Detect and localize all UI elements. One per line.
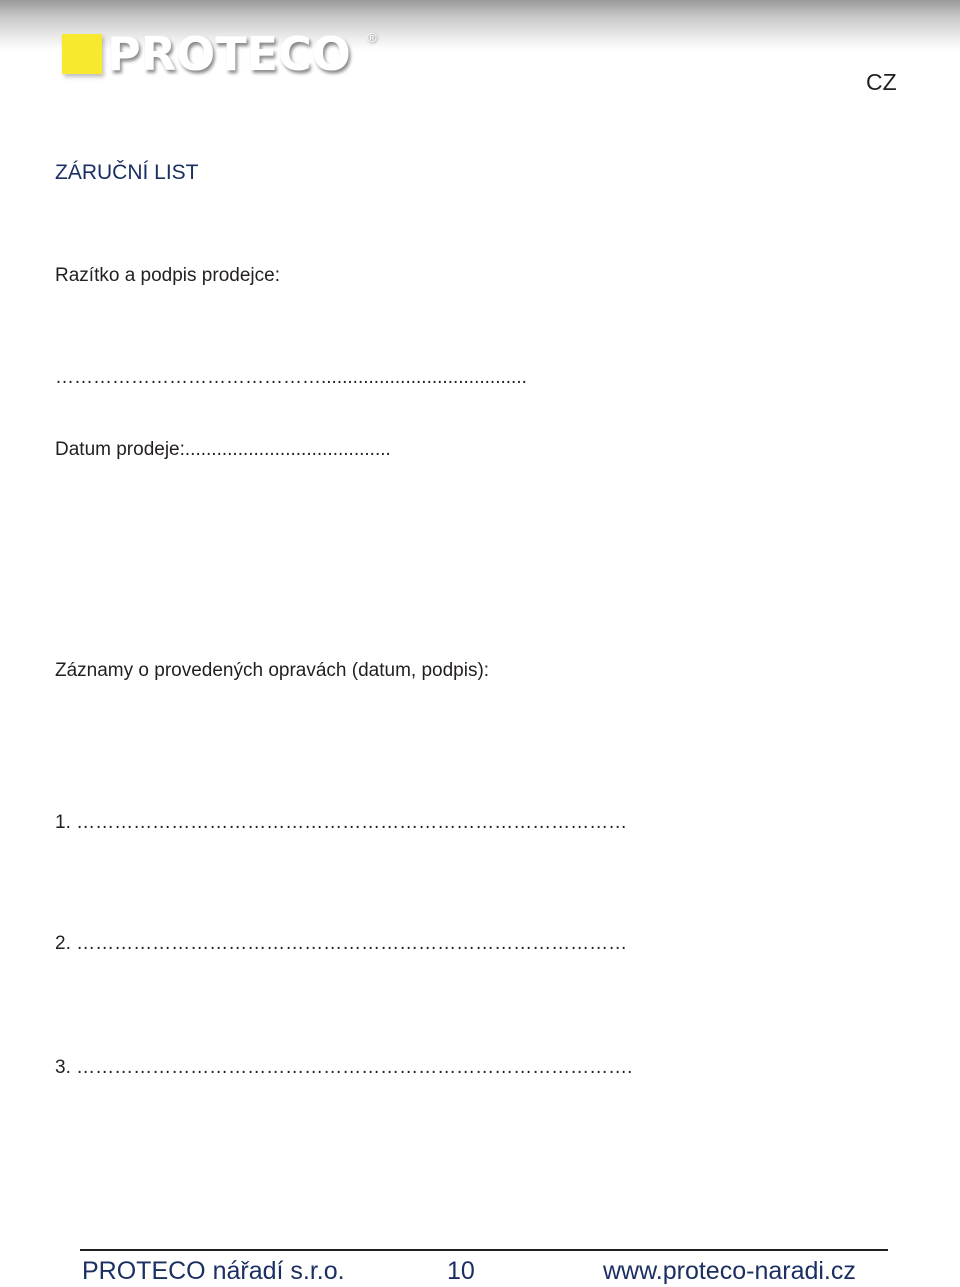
repair-line-2: 2. …………………………………………………………………………… [55, 933, 628, 954]
page-title: ZÁRUČNÍ LIST [55, 161, 199, 184]
footer-divider [80, 1249, 888, 1251]
repair-line-3: 3. ……………………………………………………………………………. [55, 1057, 633, 1078]
footer-website: www.proteco-naradi.cz [603, 1257, 856, 1285]
language-code: CZ [866, 69, 897, 95]
sale-date-field: Datum prodeje:....................................... [55, 439, 391, 460]
proteco-logo [62, 27, 377, 81]
logo-square-icon [62, 34, 102, 74]
seller-stamp-label: Razítko a podpis prodejce: [55, 265, 280, 286]
repairs-label: Záznamy o provedených opravách (datum, podpis): [55, 660, 490, 681]
repair-line-1: 1. …………………………………………………………………………… [55, 812, 628, 833]
footer-page-number: 10 [447, 1257, 475, 1285]
seller-stamp-line: ……………………………………....................................... [55, 367, 527, 388]
logo-text: PROTECO [107, 27, 351, 81]
footer-company: PROTECO nářadí s.r.o. [82, 1257, 345, 1285]
registered-mark: ® [367, 30, 377, 45]
